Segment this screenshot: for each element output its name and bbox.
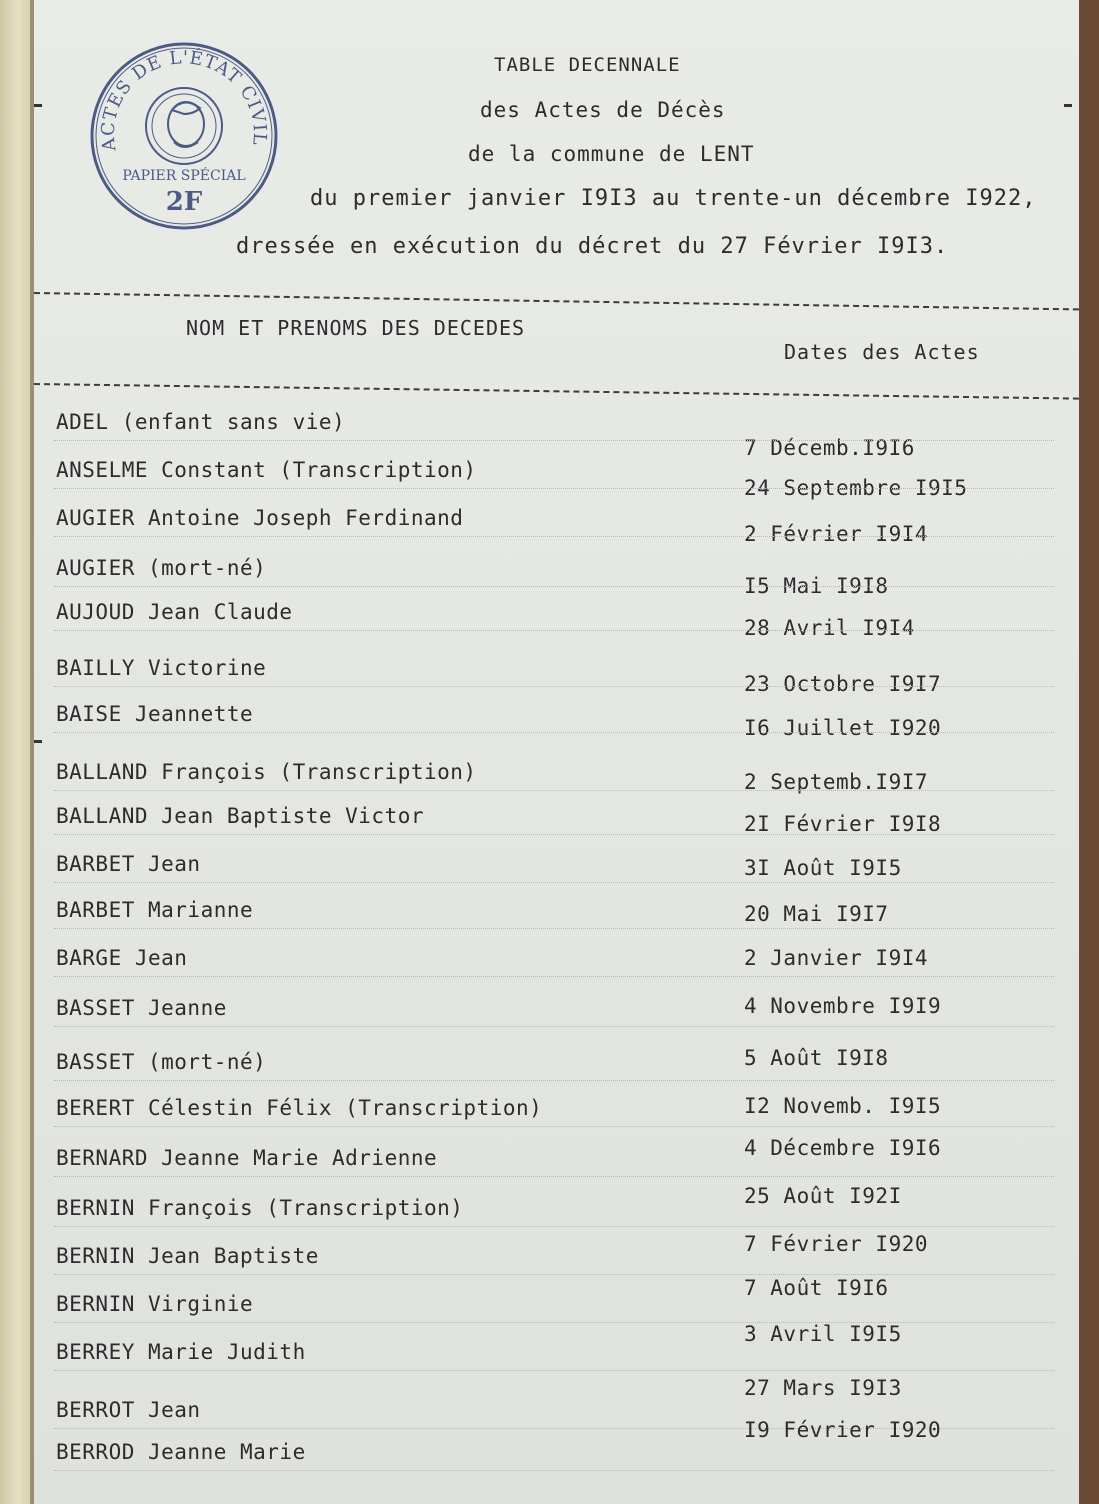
ruled-line [54, 1176, 1054, 1177]
ruled-line [54, 630, 1054, 631]
ruled-line [54, 882, 1054, 883]
fiscal-stamp [86, 38, 282, 234]
deceased-name: BALLAND François (Transcription) [56, 760, 477, 784]
deceased-name: BERNIN Virginie [56, 1292, 254, 1316]
act-date: 2I Février I9I8 [744, 812, 942, 836]
act-date: 2 Février I9I4 [744, 522, 929, 546]
act-date: 20 Mai I9I7 [744, 902, 889, 926]
act-date: I6 Juillet I920 [744, 716, 942, 740]
ruled-line [54, 1274, 1054, 1275]
svg-text:ACTES DE L'ÉTAT CIVIL [98, 45, 271, 153]
deceased-name: BERROD Jeanne Marie [56, 1440, 306, 1464]
act-date: 24 Septembre I9I5 [744, 476, 968, 500]
ruled-line [54, 440, 1054, 441]
ruled-line [54, 686, 1054, 687]
deceased-name: BAILLY Victorine [56, 656, 267, 680]
deceased-name: AUJOUD Jean Claude [56, 600, 293, 624]
margin-mark [1064, 104, 1072, 107]
ruled-line [54, 1226, 1054, 1227]
ruled-line [54, 1026, 1054, 1027]
book-binding [0, 0, 30, 1504]
deceased-name: AUGIER Antoine Joseph Ferdinand [56, 506, 464, 530]
date-column-header: Dates des Actes [784, 340, 980, 364]
document-subtitle: des Actes de Décès [480, 98, 726, 122]
act-date: 7 Août I9I6 [744, 1276, 889, 1300]
stamp-label: PAPIER SPÉCIAL [122, 168, 246, 184]
act-date: 3 Avril I9I5 [744, 1322, 902, 1346]
deceased-name: BERNIN François (Transcription) [56, 1196, 464, 1220]
act-date: I2 Novemb. I9I5 [744, 1094, 942, 1118]
ruled-line [54, 834, 1054, 835]
period-line: du premier janvier I9I3 au trente-un décembre I922, [310, 186, 1037, 211]
ruled-line [54, 1470, 1054, 1471]
act-date: 4 Décembre I9I6 [744, 1136, 942, 1160]
deceased-name: BERNARD Jeanne Marie Adrienne [56, 1146, 438, 1170]
register-page [34, 0, 1079, 1504]
commune-line: de la commune de LENT [468, 142, 755, 166]
act-date: 27 Mars I9I3 [744, 1376, 902, 1400]
ruled-line [54, 976, 1054, 977]
act-date: 25 Août I92I [744, 1184, 902, 1208]
document-title: TABLE DECENNALE [494, 54, 681, 76]
deceased-name: BERROT Jean [56, 1398, 201, 1422]
act-date: 7 Février I920 [744, 1232, 929, 1256]
ruled-line [54, 536, 1054, 537]
act-date: 3I Août I9I5 [744, 856, 902, 880]
deceased-name: BASSET Jeanne [56, 996, 227, 1020]
ruled-line [54, 928, 1054, 929]
act-date: I5 Mai I9I8 [744, 574, 889, 598]
ruled-line [54, 488, 1054, 489]
stamp-seal-icon [86, 38, 282, 234]
deceased-name: ADEL (enfant sans vie) [56, 410, 346, 434]
deceased-name: BALLAND Jean Baptiste Victor [56, 804, 425, 828]
stamp-ring-text: ACTES DE L'ÉTAT CIVIL [97, 47, 271, 153]
stamp-price: 2F [165, 187, 203, 217]
act-date: 7 Décemb.I9I6 [744, 436, 915, 460]
deceased-name: BERREY Marie Judith [56, 1340, 306, 1364]
margin-mark [34, 104, 42, 107]
deceased-name: BASSET (mort-né) [56, 1050, 267, 1074]
deceased-name: BARBET Jean [56, 852, 201, 876]
deceased-name: ANSELME Constant (Transcription) [56, 458, 477, 482]
act-date: 2 Janvier I9I4 [744, 946, 929, 970]
decree-line: dressée en exécution du décret du 27 Février I9I3. [236, 234, 949, 259]
act-date: 4 Novembre I9I9 [744, 994, 942, 1018]
act-date: 28 Avril I9I4 [744, 616, 915, 640]
act-date: 23 Octobre I9I7 [744, 672, 942, 696]
act-date: 5 Août I9I8 [744, 1046, 889, 1070]
ruled-line [54, 1080, 1054, 1081]
ruled-line [54, 732, 1054, 733]
ruled-line [54, 1370, 1054, 1371]
ruled-line [54, 1126, 1054, 1127]
act-date: I9 Février I920 [744, 1418, 942, 1442]
act-date: 2 Septemb.I9I7 [744, 770, 929, 794]
margin-mark [34, 740, 42, 743]
ruled-line [54, 790, 1054, 791]
deceased-name: BERERT Célestin Félix (Transcription) [56, 1096, 543, 1120]
header-dashed-rule [34, 383, 1079, 400]
ruled-line [54, 1322, 1054, 1323]
deceased-name: BARBET Marianne [56, 898, 254, 922]
ruled-line [54, 586, 1054, 587]
deceased-name: AUGIER (mort-né) [56, 556, 267, 580]
top-dashed-rule [34, 292, 1079, 310]
deceased-name: BERNIN Jean Baptiste [56, 1244, 319, 1268]
deceased-name: BAISE Jeannette [56, 702, 254, 726]
name-column-header: NOM ET PRENOMS DES DECEDES [186, 316, 526, 340]
deceased-name: BARGE Jean [56, 946, 188, 970]
